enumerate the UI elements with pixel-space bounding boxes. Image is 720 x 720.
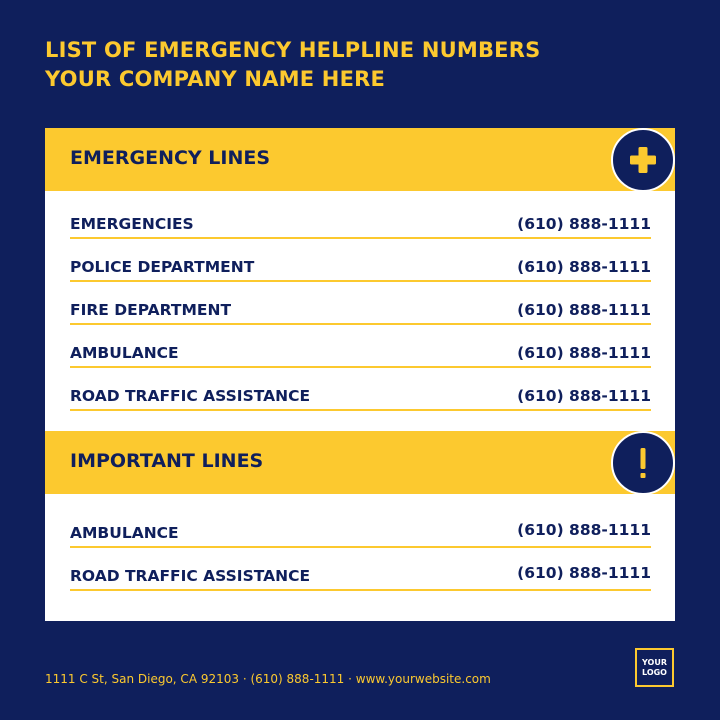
phone-number: (610) 888-1111 bbox=[517, 521, 651, 539]
logo-placeholder bbox=[635, 648, 674, 687]
list-item bbox=[70, 324, 651, 368]
important-lines-title: IMPORTANT LINES bbox=[70, 450, 264, 472]
title-line-1: LIST OF EMERGENCY HELPLINE NUMBERS bbox=[45, 38, 541, 62]
emergency-lines-header bbox=[45, 128, 675, 191]
list-item bbox=[70, 547, 651, 591]
list-item bbox=[70, 367, 651, 411]
phone-number: (610) 888-1111 bbox=[517, 344, 651, 362]
page-title bbox=[45, 36, 540, 94]
line-name: FIRE DEPARTMENT bbox=[70, 301, 232, 319]
footer-contact: 1111 C St, San Diego, CA 92103 · (610) 888-1111 · www.yourwebsite.com bbox=[45, 672, 491, 686]
row-divider bbox=[70, 589, 651, 591]
phone-number: (610) 888-1111 bbox=[517, 387, 651, 405]
row-divider bbox=[70, 409, 651, 411]
line-name: ROAD TRAFFIC ASSISTANCE bbox=[70, 387, 311, 405]
title-line-2: YOUR COMPANY NAME HERE bbox=[45, 67, 386, 91]
line-name: ROAD TRAFFIC ASSISTANCE bbox=[70, 567, 311, 585]
helpline-card bbox=[45, 128, 675, 621]
line-name: AMBULANCE bbox=[70, 524, 179, 542]
line-name: AMBULANCE bbox=[70, 344, 179, 362]
list-item bbox=[70, 238, 651, 282]
logo-line-2: LOGO bbox=[642, 667, 667, 677]
line-name: EMERGENCIES bbox=[70, 215, 194, 233]
important-lines-header bbox=[45, 431, 675, 494]
phone-number: (610) 888-1111 bbox=[517, 258, 651, 276]
emergency-lines-title: EMERGENCY LINES bbox=[70, 147, 271, 169]
plus-icon bbox=[611, 128, 675, 192]
phone-number: (610) 888-1111 bbox=[517, 564, 651, 582]
exclamation-icon bbox=[611, 431, 675, 495]
list-item bbox=[70, 195, 651, 239]
list-item bbox=[70, 281, 651, 325]
line-name: POLICE DEPARTMENT bbox=[70, 258, 255, 276]
list-item bbox=[70, 504, 651, 548]
phone-number: (610) 888-1111 bbox=[517, 301, 651, 319]
logo-line-1: YOUR bbox=[642, 657, 667, 667]
phone-number: (610) 888-1111 bbox=[517, 215, 651, 233]
